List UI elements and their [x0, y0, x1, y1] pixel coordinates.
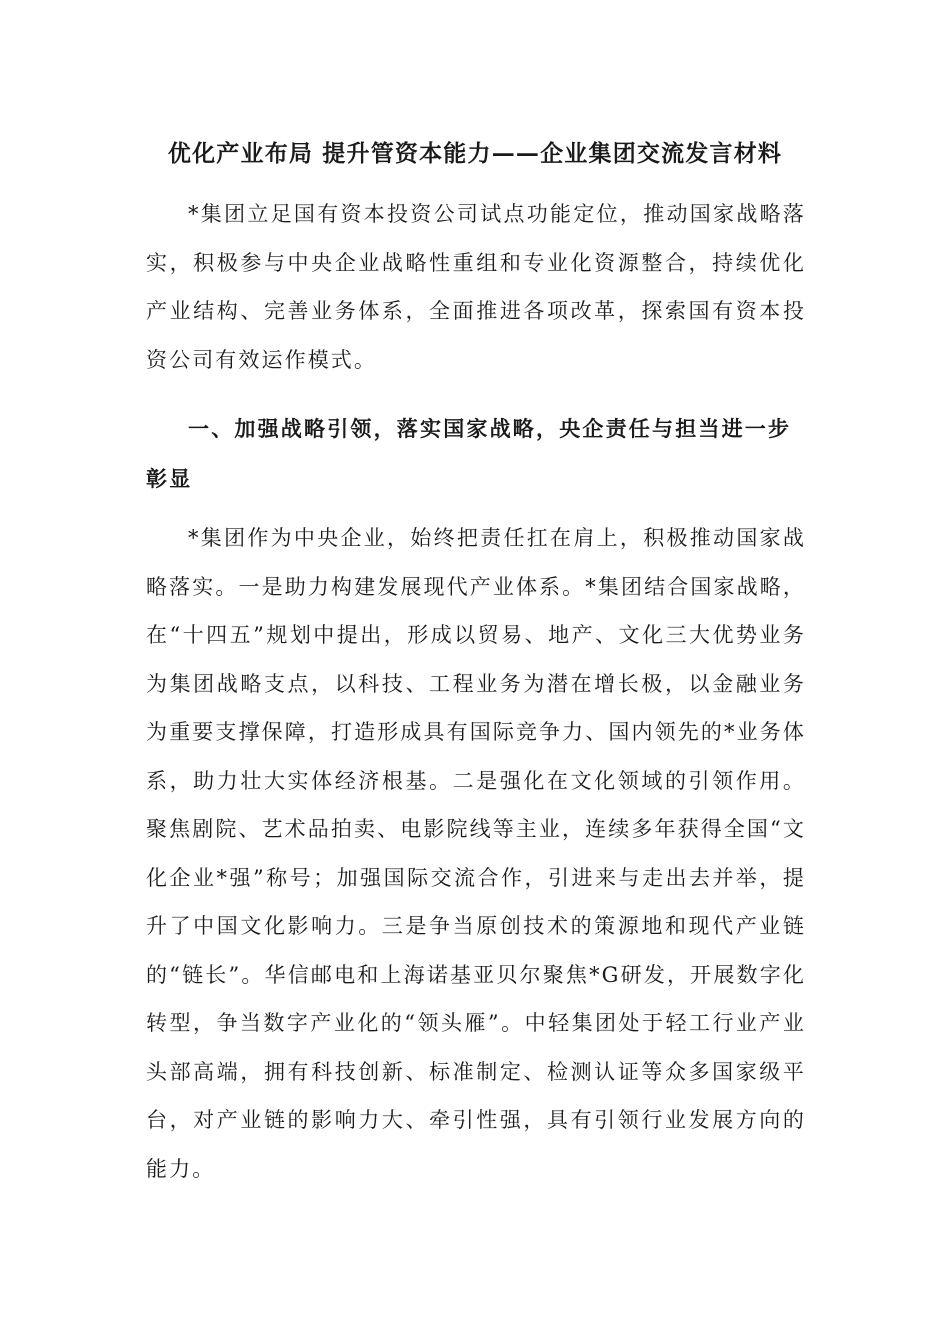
section-1-heading: 一、加强战略引领，落实国家战略，央企责任与担当进一步彰显	[146, 416, 792, 491]
document-title: 优化产业布局 提升管资本能力——企业集团交流发言材料	[167, 140, 783, 167]
section-1-body-paragraph: *集团作为中央企业，始终把责任扛在肩上，积极推动国家战略落实。一是助力构建发展现代产业体系。*集团结合国家战略，在“十四五”规划中提出，形成以贸易、地产、文化三大优势业务为集团战略支点，以科技、工程业务为潜在增长极，以金融业务为重要支撑保障，打造形成具有国际竞争力、国内领先的*业务体系，助力壮大实体经济根基。二是强化在文化领域的引领作用。聚焦剧院、艺术品拍卖、电影院线等主业，连续多年获得全国“文化企业*强”称号；加强国际交流合作，引进来与走出去并举，提升了中国文化影响力。三是争当原创技术的策源地和现代产业链的“链长”。华信邮电和上海诺基亚贝尔聚焦*G研发，开展数字化转型，争当数字产业化的“领头雁”。中轻集团处于轻工行业产业头部高端，拥有科技创新、标准制定、检测认证等众多国家级平台，对产业链的影响力大、牵引性强，具有引领行业发展方向的能力。	[146, 526, 806, 1181]
intro-paragraph: *集团立足国有资本投资公司试点功能定位，推动国家战略落实，积极参与中央企业战略性重组和专业化资源整合，持续优化产业结构、完善业务体系，全面推进各项改革，探索国有资本投资公司有效运作模式。	[146, 202, 806, 372]
